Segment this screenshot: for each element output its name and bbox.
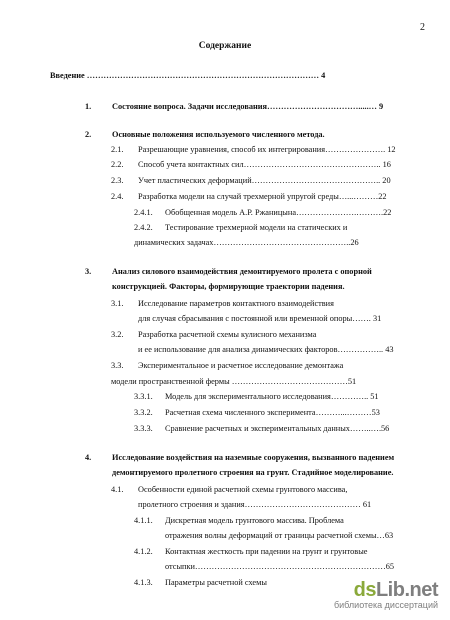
toc-entry-number: 2.4.2. [134,223,153,232]
toc-entry-number: 3. [85,267,92,276]
toc-entry-number: 1. [85,102,92,111]
toc-entry-text: для случая сбрасывания с постоянной или временной опоры……. 31 [138,314,382,323]
toc-entry-text: Разрешающие уравнения, способ их интегрирования…………………. 12 [138,145,396,154]
toc-entry-number: 3.3. [111,361,124,370]
toc-entry-text: отражения волны деформаций от границы расчетной схемы…63 [165,531,394,540]
toc-entry-text: Обобщенная модель А.Р. Ржаницына………………….……….22 [165,208,392,217]
toc-entry-number: 3.3.1. [134,392,153,401]
toc-entry-text: Экспериментальное и расчетное исследование демонтажа [138,361,344,370]
toc-entry-text: Учет пластических деформаций……………………………………….. 20 [138,176,391,185]
toc-entry-text: Введение ………………………………………………………………………… 4 [50,71,326,80]
toc-entry-number: 3.1. [111,299,124,308]
toc-entry-text: Разработка расчетной схемы кулисного механизма [138,330,317,339]
toc-entry-number: 4.1.2. [134,547,153,556]
toc-entry-text: модели пространственной фермы ……………………………………51 [111,377,357,386]
toc-entry-text: Модель для экспериментального исследования………….. 51 [165,392,379,401]
toc-entry-text: Исследование воздействия на наземные сооружения, вызванного падением [112,453,395,462]
toc-entry-number: 2.1. [111,145,124,154]
toc-entry-text: демонтируемого пролетного строения на грунт. Стадийное моделирование. [112,468,394,477]
watermark-logo [328,579,438,610]
toc-entry-text: динамических задачах…………………………………………..26 [134,238,359,247]
toc-entry-text: Расчетная схема численного эксперимента………...………53 [165,408,380,417]
toc-entry-text: Контактная жесткость при падении на грунт и грунтовые [165,547,368,556]
toc-entry-text: Дискретная модель грунтового массива. Проблема [165,516,344,525]
toc-entry-number: 2.4.1. [134,208,153,217]
toc-entry-text: отсыпки……………………………………………………………65 [165,562,395,571]
toc-entry-text: Исследование параметров контактного взаимодействия [138,299,334,308]
toc-entry-number: 3.2. [111,330,124,339]
toc-entry-number: 2.4. [111,192,124,201]
toc-entry-number: 4.1. [111,485,124,494]
toc-entry-number: 3.3.3. [134,424,153,433]
toc-entry-text: Разработка модели на случай трехмерной упругой среды…...………22 [138,192,387,201]
toc-entry-number: 4.1.3. [134,578,153,587]
page-number: 2 [420,22,425,33]
toc-entry-number: 4.1.1. [134,516,153,525]
toc-entry-number: 2.3. [111,176,124,185]
toc-entry-text: Особенности единой расчетной схемы грунтового массива, [138,485,348,494]
watermark-logo-rest: Lib.net [375,579,438,601]
toc-title: Содержание [198,41,252,51]
toc-entry-text: Анализ силового взаимодействия демонтируемого пролета с опорной [112,267,372,276]
toc-entry-text: пролетного строения и здания…………………………………… 61 [138,500,372,509]
toc-entry-number: 2.2. [111,160,124,169]
toc-entry-text: и ее использование для анализа динамических факторов…………….. 43 [138,345,394,354]
watermark-logo-prefix: ds [353,579,376,601]
toc-entry-number: 4. [85,453,92,462]
toc-entry-text: Основные положения используемого численного метода. [112,130,325,139]
toc-entry-text: конструкцией. Факторы, формирующие траектории падения. [112,282,345,291]
toc-entry-number: 3.3.2. [134,408,153,417]
toc-entry-text: Сравнение расчетных и экспериментальных данных……..….56 [165,424,390,433]
toc-entry-number: 2. [85,130,92,139]
watermark-subtitle: библиотека диссертаций [333,600,438,610]
toc-entry-text: Состояние вопроса. Задачи исследования…………………………….....… 9 [112,102,384,111]
toc-entry-text: Способ учета контактных сил………………………………………….. 16 [138,160,391,169]
toc-entry-text: Тестирование трехмерной модели на статических и [165,223,348,232]
toc-entry-text: Параметры расчетной схемы [165,578,267,587]
